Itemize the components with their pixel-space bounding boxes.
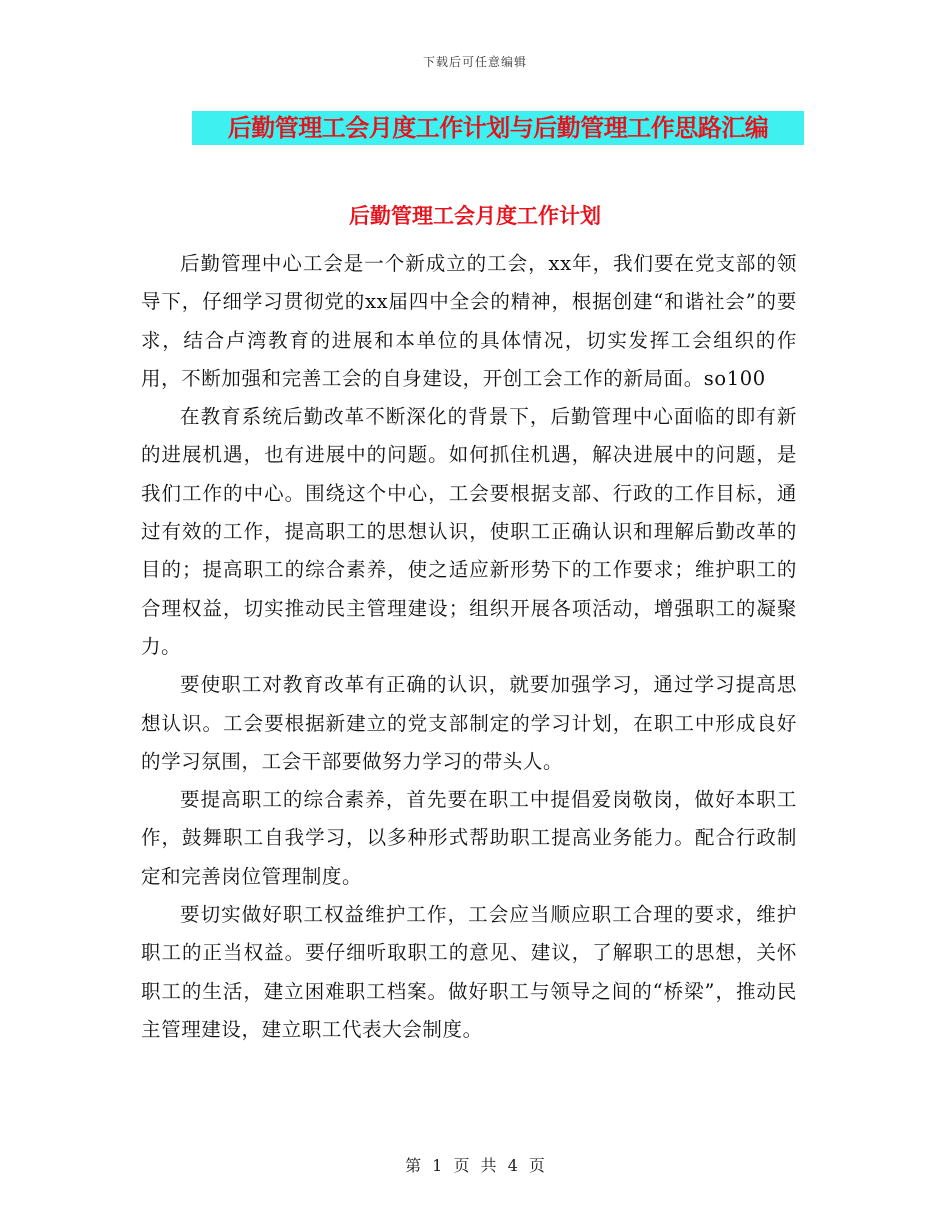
header-note: 下载后可任意编辑 xyxy=(422,55,527,69)
body-paragraph: 要使职工对教育改革有正确的认识，就要加强学习，通过学习提高思想认识。工会要根据新建立的党支部制定的学习计划，在职工中形成良好的学习氛围，工会干部要做努力学习的带头人。 xyxy=(141,673,797,773)
section-title: 后勤管理工会月度工作计划 xyxy=(349,204,601,228)
document-body xyxy=(141,245,797,1049)
document-main-title: 后勤管理工会月度工作计划与后勤管理工作思路汇编 xyxy=(227,114,769,142)
body-paragraph: 后勤管理中心工会是一个新成立的工会，xx年，我们要在党支部的领导下，仔细学习贯彻党的xx届四中全会的精神，根据创建“和谐社会”的要求，结合卢湾教育的进展和本单位的具体情况，切实发挥工会组织的作用，不断加强和完善工会的自身建设，开创工会工作的新局面。so100 xyxy=(141,252,797,390)
body-paragraph: 要提高职工的综合素养，首先要在职工中提倡爱岗敬岗，做好本职工作，鼓舞职工自我学习，以多种形式帮助职工提高业务能力。配合行政制定和完善岗位管理制度。 xyxy=(141,788,797,888)
page-number-footer: 第 1 页 共 4 页 xyxy=(405,1156,545,1175)
body-paragraph: 在教育系统后勤改革不断深化的背景下，后勤管理中心面临的即有新的进展机遇，也有进展中的问题。如何抓住机遇，解决进展中的问题，是我们工作的中心。围绕这个中心，工会要根据支部、行政的工作目标，通过有效的工作，提高职工的思想认识，使职工正确认识和理解后勤改革的目的；提高职工的综合素养，使之适应新形势下的工作要求；维护职工的合理权益，切实推动民主管理建设；组织开展各项活动，增强职工的凝聚力。 xyxy=(141,405,797,658)
body-paragraph: 要切实做好职工权益维护工作，工会应当顺应职工合理的要求，维护职工的正当权益。要仔细听取职工的意见、建议，了解职工的思想，关怀职工的生活，建立困难职工档案。做好职工与领导之间的“桥梁”，推动民主管理建设，建立职工代表大会制度。 xyxy=(141,903,797,1041)
main-title-highlight xyxy=(192,111,804,145)
